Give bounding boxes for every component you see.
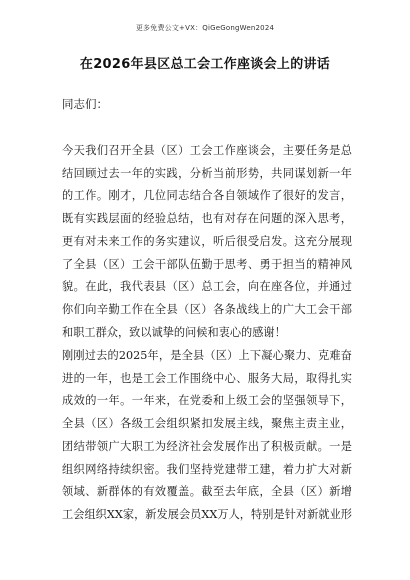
paragraph-line: 和职工群众，致以诚挚的问候和衷心的感谢！: [62, 325, 286, 339]
paragraph-line: 的工作。刚才，几位同志结合各自领域作了很好的发言，: [62, 189, 352, 203]
paragraph-line: 成效的一年。一年来，在党委和上级工会的坚强领导下，: [62, 394, 352, 408]
paragraph-line: 组织网络持续织密。我们坚持党建带工建，着力扩大对新: [62, 462, 352, 476]
paragraph-line: 貌。在此，我代表县（区）总工会，向在座各位，并通过: [62, 280, 352, 294]
paragraph-line: 既有实践层面的经验总结，也有对存在问题的深入思考，: [62, 212, 352, 226]
paragraph-line: 今天我们召开全县（区）工会工作座谈会，主要任务是总: [62, 144, 352, 157]
paragraph-line: 了全县（区）工会干部队伍勤于思考、勇于担当的精神风: [62, 257, 352, 271]
paragraph-1: [62, 140, 352, 344]
paragraph-line: 你们向辛勤工作在全县（区）各条战线上的广大工会干部: [62, 302, 352, 316]
paragraph-line: 结回顾过去一年的实践，分析当前形势，共同谋划新一年: [62, 166, 352, 180]
paragraph-line: 领域、新群体的有效覆盖。截至去年底，全县（区）新增: [62, 485, 352, 499]
paragraph-2: [62, 345, 352, 527]
paragraph-line: 刚刚过去的2025年，是全县（区）上下凝心聚力、克难奋: [62, 349, 352, 362]
paragraph-line: 进的一年，也是工会工作围绕中心、服务大局，取得扎实: [62, 371, 352, 385]
salutation: 同志们：: [62, 97, 108, 111]
paragraph-line: 团结带领广大职工为经济社会发展作出了积极贡献。一是: [62, 439, 352, 453]
header-note: 更多免费公文+VX：QiGeGongWen2024: [135, 24, 275, 32]
paragraph-line: 工会组织XX家，新发展会员XX万人，特别是针对新就业形: [62, 507, 352, 521]
paragraph-line: 全县（区）各级工会组织紧扣发展主线，聚焦主责主业，: [62, 417, 352, 431]
paragraph-line: 更有对未来工作的务实建议，听后很受启发。这充分展现: [62, 234, 352, 248]
document-title: 在2026年县区总工会工作座谈会上的讲话: [79, 57, 331, 72]
